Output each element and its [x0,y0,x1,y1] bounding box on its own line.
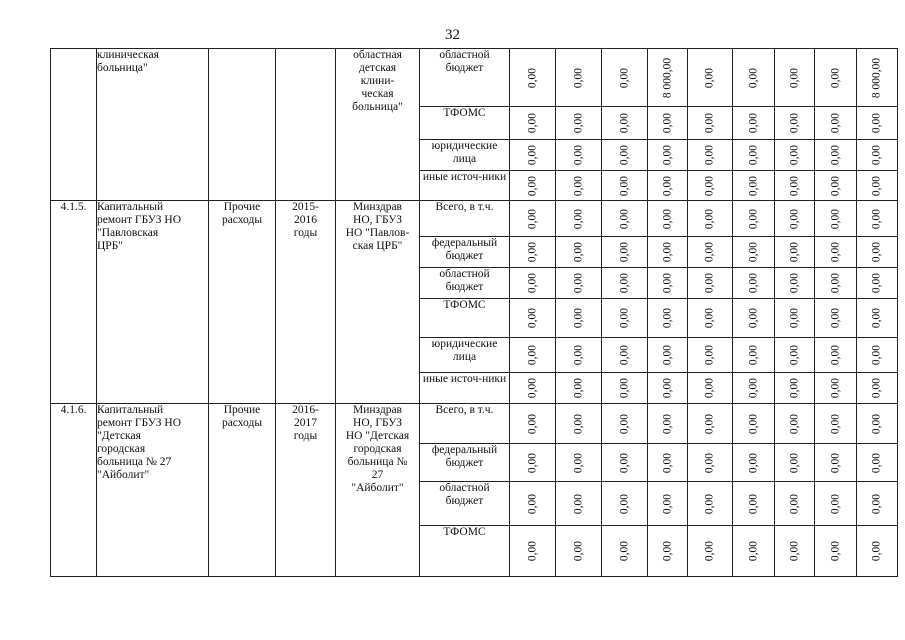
value-text: 0,00 [703,112,716,134]
value-text: 0,00 [788,344,800,366]
value-cell [602,49,648,107]
value-text: 0,00 [703,493,716,514]
value-cell [648,140,688,171]
funding-source: областной бюджет [420,49,510,107]
value-cell [602,444,648,482]
value-text: 0,00 [870,307,883,329]
value-cell [857,107,898,140]
value-text: 0,00 [747,208,759,229]
item-number [51,49,97,201]
value-cell [556,237,602,268]
value-cell [815,107,857,140]
value-cell [688,237,733,268]
value-cell [688,482,733,526]
value-cell [602,404,648,444]
value-text: 0,00 [703,307,716,329]
value-cell [688,404,733,444]
value-cell [648,299,688,338]
value-text: 0,00 [572,175,584,196]
value-cell [857,140,898,171]
value-cell [857,268,898,299]
value-text: 0,00 [870,112,883,134]
value-cell [688,268,733,299]
value-text: 0,00 [618,272,630,294]
value-text: 0,00 [870,272,883,294]
value-cell [688,373,733,404]
value-text: 0,00 [526,241,538,263]
value-text: 0,00 [870,540,883,562]
value-cell [648,373,688,404]
value-cell [857,482,898,526]
value-text: 0,00 [526,307,538,329]
value-cell [688,49,733,107]
value-cell [510,49,556,107]
value-cell [648,338,688,373]
executor-text: Минздрав НО, ГБУЗ НО "Детская городская больница № 27 "Айболит" [345,404,410,494]
value-cell [815,338,857,373]
item-name [97,201,209,404]
value-text: 0,00 [829,112,841,134]
expense-type [209,49,276,201]
value-cell [857,299,898,338]
value-cell [602,268,648,299]
value-cell [815,171,857,201]
value-text: 0,00 [618,112,630,134]
value-text: 0,00 [703,377,716,399]
executor [336,49,420,201]
value-text: 0,00 [618,175,630,196]
value-text: 0,00 [618,377,630,399]
value-text: 0,00 [618,307,630,329]
value-text: 0,00 [572,493,584,514]
value-text: 0,00 [747,413,759,434]
value-cell [556,404,602,444]
item-name-text: клиническая больница" [97,49,159,74]
value-text: 0,00 [618,540,630,562]
value-cell [857,526,898,577]
value-text: 0,00 [661,307,673,329]
value-text: 0,00 [572,144,584,166]
value-cell [733,140,775,171]
value-cell [510,482,556,526]
value-cell [815,444,857,482]
value-cell [857,373,898,404]
value-cell [556,107,602,140]
value-cell [510,404,556,444]
value-cell [815,201,857,237]
value-text: 0,00 [870,413,883,434]
value-text: 0,00 [618,493,630,514]
value-cell [857,237,898,268]
value-cell [775,49,815,107]
value-cell [602,482,648,526]
value-text: 0,00 [526,452,538,473]
value-text: 0,00 [829,377,841,399]
value-cell [733,373,775,404]
value-text: 0,00 [526,377,538,399]
value-cell [733,201,775,237]
value-text: 0,00 [661,413,673,434]
value-text: 0,00 [572,67,584,88]
item-name [97,404,209,577]
item-number-text: 4.1.5. [60,201,87,213]
value-text: 0,00 [661,493,673,514]
value-text: 0,00 [526,344,538,366]
value-cell [733,404,775,444]
budget-table [50,48,898,577]
value-cell [775,140,815,171]
value-cell [733,49,775,107]
value-text: 0,00 [572,413,584,434]
value-text: 0,00 [618,344,630,366]
value-text: 0,00 [788,144,800,166]
value-text: 0,00 [870,344,883,366]
funding-source: Всего, в т.ч. [420,404,510,444]
value-text: 0,00 [829,208,841,229]
value-text: 0,00 [526,540,538,562]
value-cell [733,107,775,140]
value-cell [510,338,556,373]
item-number [51,404,97,577]
value-cell [602,140,648,171]
value-text: 0,00 [526,112,538,134]
value-text: 0,00 [747,272,759,294]
value-cell [648,171,688,201]
value-text: 0,00 [788,241,800,263]
value-text: 0,00 [661,112,673,134]
funding-source: иные источ-ники [420,373,510,404]
value-text: 0,00 [747,307,759,329]
years-text: 2016- 2017 годы [292,404,319,442]
value-cell [815,140,857,171]
funding-source: юридические лица [420,338,510,373]
value-text: 0,00 [870,208,883,229]
value-cell [815,526,857,577]
value-text: 0,00 [526,493,538,514]
expense-type [209,404,276,577]
value-cell [688,338,733,373]
value-cell [688,201,733,237]
value-cell [510,299,556,338]
value-text: 0,00 [829,144,841,166]
value-text: 0,00 [829,540,841,562]
value-text: 0,00 [572,241,584,263]
item-name [97,49,209,201]
value-text: 0,00 [829,452,841,473]
value-text: 0,00 [829,175,841,196]
value-text: 0,00 [703,208,716,229]
value-cell [556,171,602,201]
value-text: 0,00 [661,144,673,166]
value-cell [733,338,775,373]
funding-source: ТФОМС [420,299,510,338]
value-text: 0,00 [526,144,538,166]
value-cell [648,201,688,237]
value-text: 0,00 [747,67,759,88]
page-number: 32 [445,27,460,43]
value-text: 0,00 [618,413,630,434]
value-text: 0,00 [572,377,584,399]
value-text: 8 000,00 [870,57,883,98]
value-cell [775,338,815,373]
value-cell [815,404,857,444]
value-cell [556,140,602,171]
value-text: 0,00 [661,377,673,399]
value-text: 0,00 [870,452,883,473]
value-cell [556,338,602,373]
value-text: 0,00 [829,272,841,294]
value-text: 0,00 [618,67,630,88]
value-cell [775,237,815,268]
value-text: 0,00 [870,175,883,196]
value-cell [556,49,602,107]
executor-text: областная детская клини- ческая больница" [352,49,403,113]
value-cell [556,299,602,338]
value-text: 0,00 [661,272,673,294]
value-text: 0,00 [829,413,841,434]
value-text: 0,00 [788,377,800,399]
value-cell [733,299,775,338]
value-cell [510,373,556,404]
value-text: 0,00 [747,540,759,562]
value-cell [815,299,857,338]
value-text: 0,00 [747,241,759,263]
value-text: 0,00 [829,493,841,514]
value-text: 0,00 [661,344,673,366]
value-text: 0,00 [618,452,630,473]
value-text: 0,00 [703,272,716,294]
value-cell [815,49,857,107]
value-text: 0,00 [572,344,584,366]
value-cell [857,201,898,237]
value-cell [688,171,733,201]
value-cell [775,482,815,526]
years [276,201,336,404]
value-cell [857,338,898,373]
value-cell [602,171,648,201]
value-cell [648,526,688,577]
value-text: 0,00 [703,413,716,434]
value-cell [648,107,688,140]
value-text: 0,00 [870,377,883,399]
value-cell [602,237,648,268]
value-text: 0,00 [829,307,841,329]
value-cell [775,268,815,299]
value-cell [602,201,648,237]
value-cell [775,373,815,404]
value-text: 0,00 [788,413,800,434]
value-cell [815,373,857,404]
value-text: 0,00 [747,144,759,166]
value-text: 0,00 [572,272,584,294]
value-cell [688,299,733,338]
value-cell [556,268,602,299]
funding-source: Всего, в т.ч. [420,201,510,237]
funding-source: ТФОМС [420,107,510,140]
value-cell [857,171,898,201]
value-cell [733,444,775,482]
item-number-text: 4.1.6. [60,404,87,416]
value-text: 0,00 [572,112,584,134]
value-text: 0,00 [703,540,716,562]
value-text: 0,00 [703,144,716,166]
expense-type-text: Прочие расходы [221,201,263,226]
value-text: 0,00 [788,452,800,473]
value-cell [510,107,556,140]
value-cell [510,444,556,482]
value-cell [733,482,775,526]
value-text: 0,00 [829,241,841,263]
value-cell [602,373,648,404]
value-text: 0,00 [788,540,800,562]
value-text: 0,00 [572,452,584,473]
value-text: 0,00 [661,175,673,196]
item-number [51,201,97,404]
value-cell [688,107,733,140]
value-cell [648,49,688,107]
value-text: 0,00 [747,493,759,514]
value-text: 0,00 [788,493,800,514]
value-cell [602,299,648,338]
value-text: 0,00 [703,241,716,263]
funding-source: иные источ-ники [420,171,510,201]
value-text: 0,00 [526,413,538,434]
value-cell [857,404,898,444]
table-row [51,49,898,107]
value-cell [648,444,688,482]
value-text: 0,00 [618,144,630,166]
table-row [51,404,898,444]
value-cell [688,526,733,577]
value-cell [775,107,815,140]
value-cell [815,237,857,268]
value-text: 0,00 [618,208,630,229]
value-text: 0,00 [747,344,759,366]
value-text: 0,00 [788,208,800,229]
value-cell [556,373,602,404]
value-text: 0,00 [747,377,759,399]
item-name-text: Капитальный ремонт ГБУЗ НО "Детская городская больница № 27 "Айболит" [97,404,182,481]
value-cell [510,201,556,237]
value-text: 0,00 [747,452,759,473]
years [276,49,336,201]
value-text: 0,00 [661,540,673,562]
item-name-text: Капитальный ремонт ГБУЗ НО "Павловская ЦРБ" [97,201,182,252]
value-text: 0,00 [526,67,538,88]
value-text: 0,00 [703,67,716,88]
value-cell [648,268,688,299]
expense-type-text: Прочие расходы [221,404,263,429]
value-cell [733,526,775,577]
value-text: 0,00 [703,344,716,366]
value-cell [510,268,556,299]
funding-source: федеральный бюджет [420,444,510,482]
value-cell [815,268,857,299]
value-cell [815,482,857,526]
value-cell [775,171,815,201]
value-text: 0,00 [661,452,673,473]
value-text: 0,00 [870,493,883,514]
funding-source: юридические лица [420,140,510,171]
value-cell [510,237,556,268]
value-cell [733,237,775,268]
value-text: 0,00 [747,112,759,134]
value-text: 0,00 [526,208,538,229]
value-cell [556,526,602,577]
expense-type [209,201,276,404]
value-cell [857,444,898,482]
value-text: 0,00 [829,67,841,88]
value-text: 0,00 [661,241,673,263]
value-text: 0,00 [788,175,800,196]
value-text: 0,00 [572,307,584,329]
value-text: 8 000,00 [661,57,673,98]
funding-source: областной бюджет [420,482,510,526]
value-text: 0,00 [829,344,841,366]
value-cell [688,444,733,482]
value-cell [510,140,556,171]
value-text: 0,00 [747,175,759,196]
value-cell [556,201,602,237]
value-cell [510,171,556,201]
value-cell [648,482,688,526]
value-cell [688,140,733,171]
value-cell [602,338,648,373]
value-cell [775,444,815,482]
value-text: 0,00 [703,452,716,473]
funding-source: ТФОМС [420,526,510,577]
value-cell [602,107,648,140]
value-text: 0,00 [618,241,630,263]
value-cell [775,526,815,577]
executor [336,201,420,404]
value-text: 0,00 [788,67,800,88]
funding-source: областной бюджет [420,268,510,299]
value-text: 0,00 [788,307,800,329]
value-text: 0,00 [661,208,673,229]
years [276,404,336,577]
value-text: 0,00 [526,272,538,294]
value-text: 0,00 [572,208,584,229]
funding-source: федеральный бюджет [420,237,510,268]
value-cell [648,237,688,268]
value-cell [648,404,688,444]
value-cell [733,171,775,201]
value-text: 0,00 [572,540,584,562]
value-cell [556,444,602,482]
value-cell [775,299,815,338]
value-cell [857,49,898,107]
years-text: 2015- 2016 годы [292,201,319,239]
executor-text: Минздрав НО, ГБУЗ НО "Павлов- ская ЦРБ" [345,201,410,252]
table-row [51,201,898,237]
value-text: 0,00 [703,175,716,196]
executor [336,404,420,577]
value-text: 0,00 [870,241,883,263]
value-cell [775,404,815,444]
value-cell [510,526,556,577]
value-text: 0,00 [788,112,800,134]
value-text: 0,00 [870,144,883,166]
value-text: 0,00 [788,272,800,294]
value-cell [733,268,775,299]
value-cell [556,482,602,526]
value-text: 0,00 [526,175,538,196]
value-cell [775,201,815,237]
value-cell [602,526,648,577]
